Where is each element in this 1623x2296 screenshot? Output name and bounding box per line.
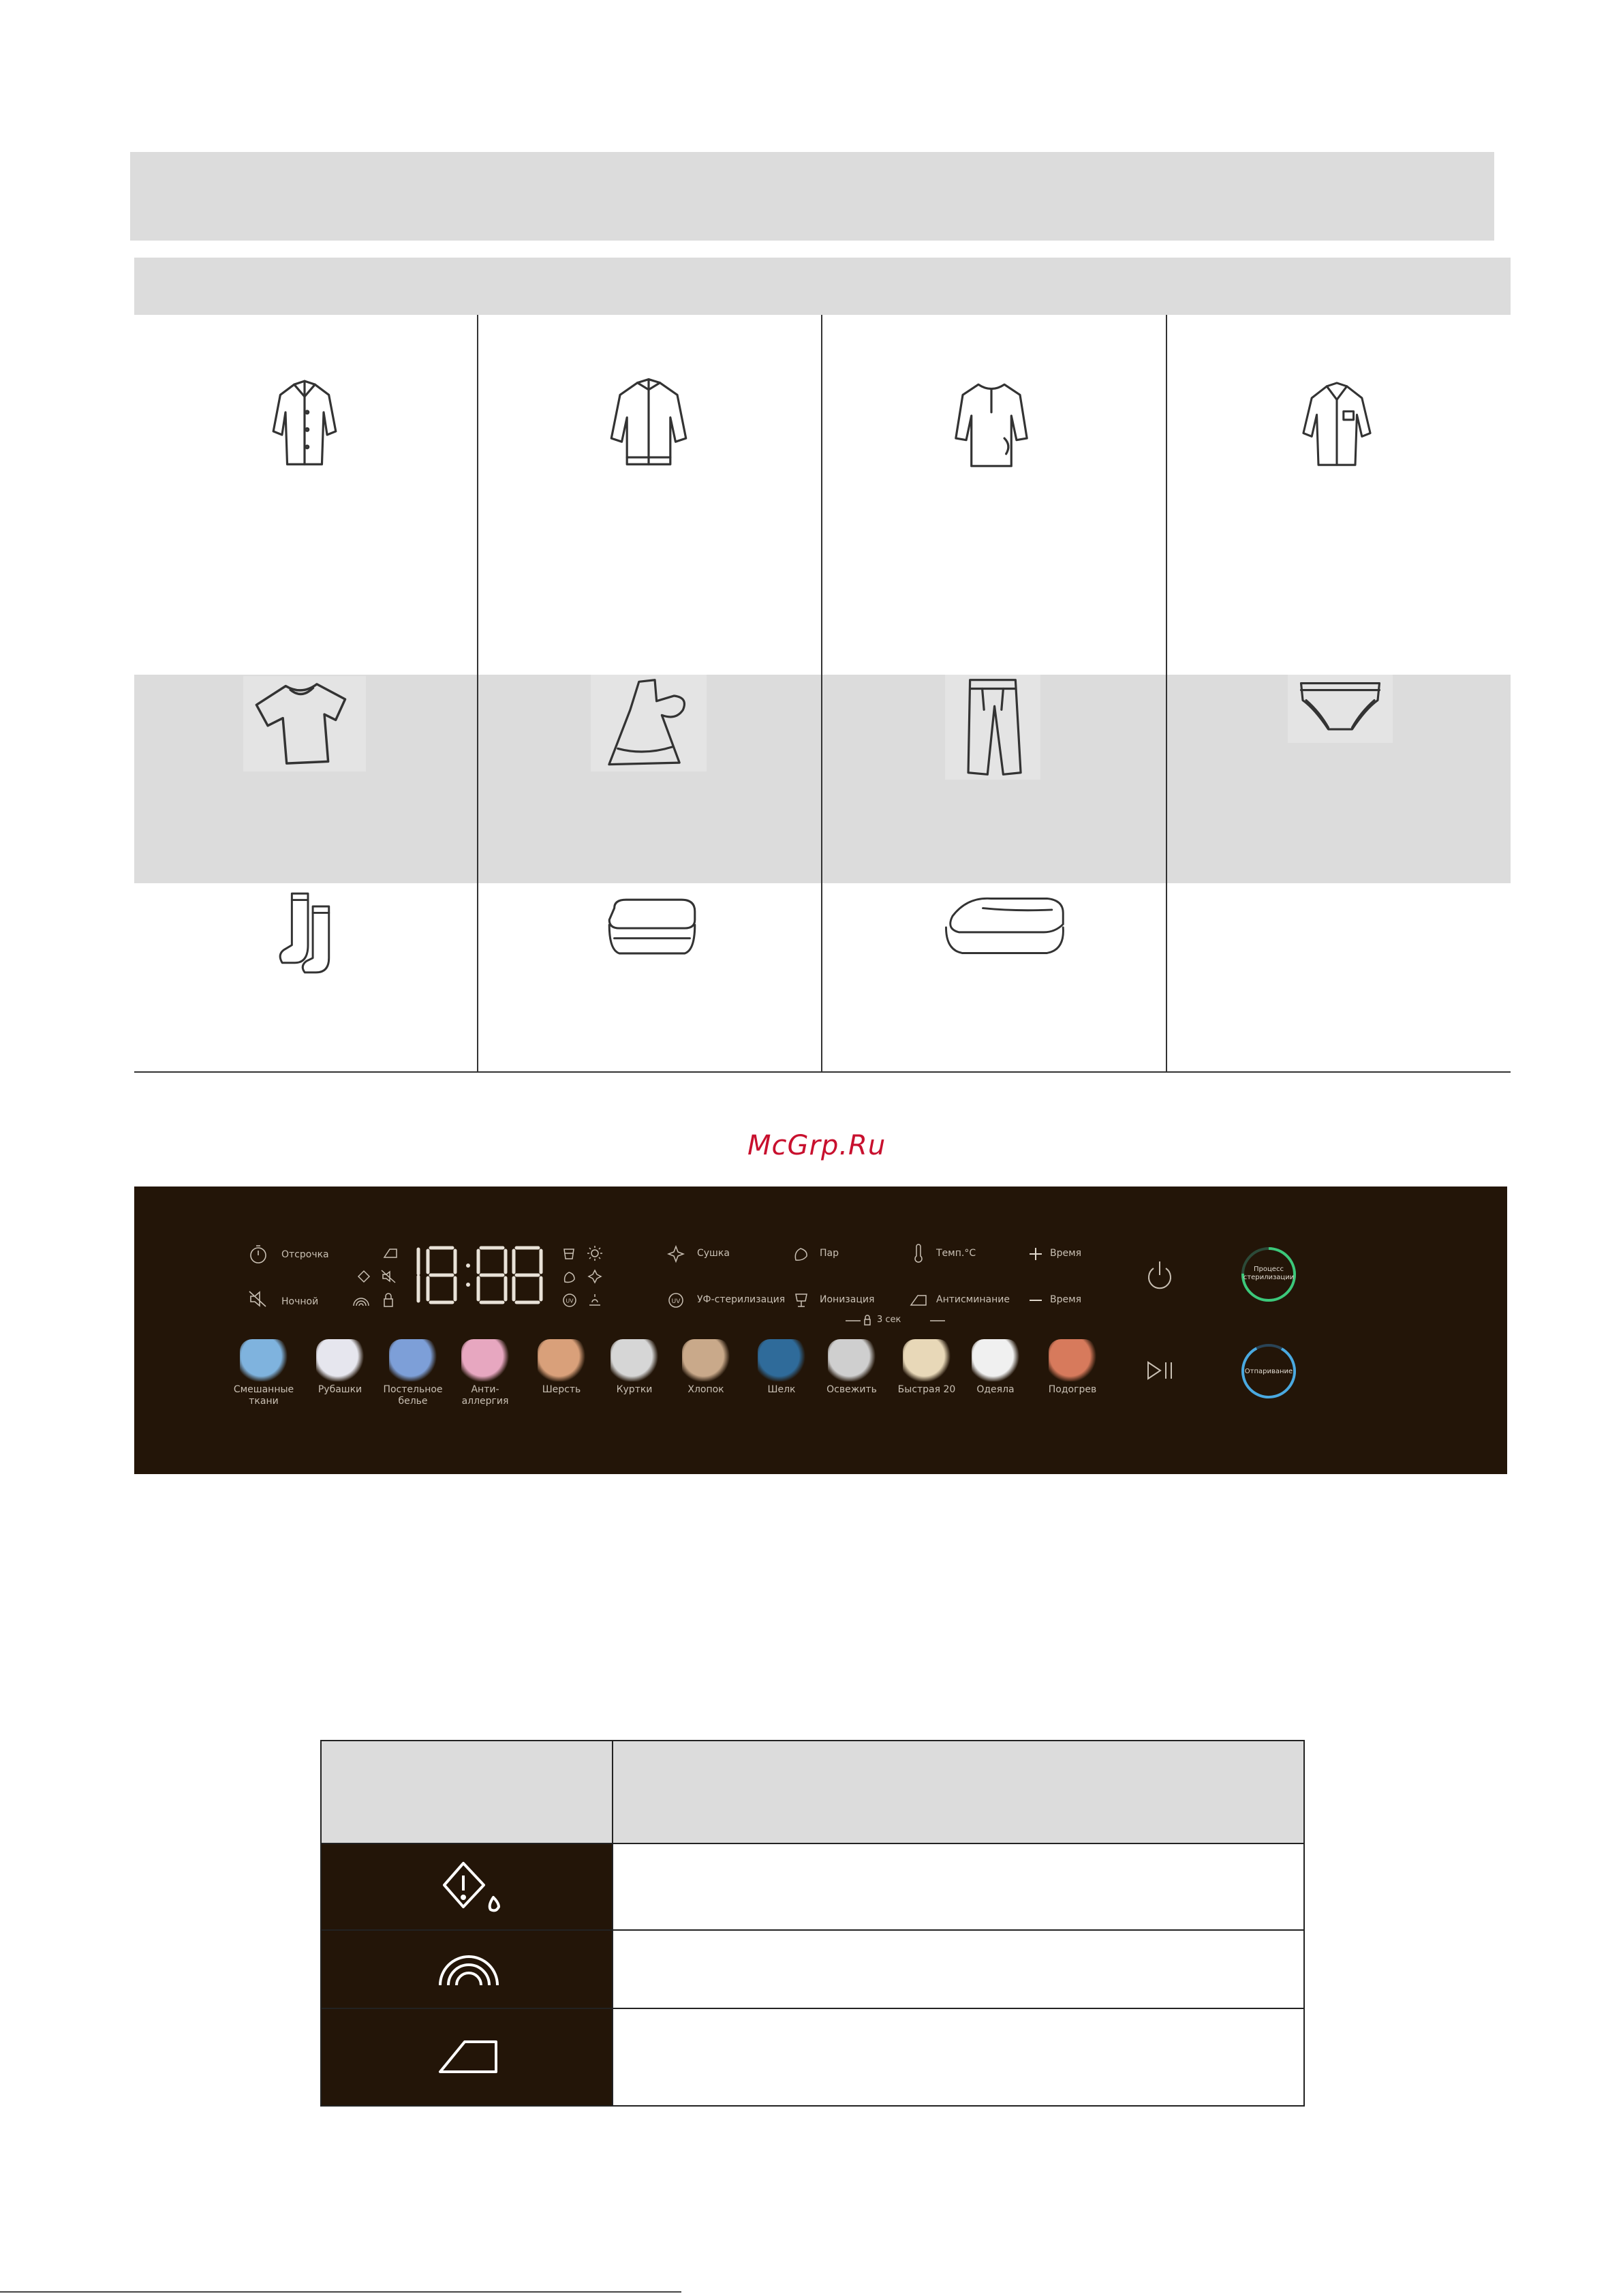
legend-icon-cell (322, 1844, 612, 1929)
trousers-icon (945, 675, 1040, 780)
program-icon[interactable] (903, 1339, 950, 1381)
program-label: Хлопок (687, 1384, 724, 1395)
program-icon[interactable] (461, 1339, 509, 1381)
night-label: Ночной (281, 1296, 319, 1307)
jacket-icon (598, 378, 700, 473)
program-icon[interactable] (389, 1339, 437, 1381)
program-label: Постельное белье (383, 1384, 443, 1407)
drying-label: Сушка (697, 1248, 730, 1259)
program-icon[interactable] (972, 1339, 1019, 1381)
water-warning-icon (436, 1856, 504, 1918)
legend-text-cell (613, 1931, 1303, 2008)
program-label: Куртки (616, 1384, 653, 1395)
program-label: Смешанные ткани (233, 1384, 294, 1407)
start-pause-button[interactable] (1145, 1360, 1175, 1381)
steaming-ring-label: Отпаривание (1244, 1368, 1293, 1375)
tshirt-icon (243, 676, 366, 771)
shirt-icon (260, 378, 349, 473)
header-band (130, 152, 1494, 241)
program-icon[interactable] (682, 1339, 730, 1381)
grid-divider (1166, 315, 1167, 1073)
legend-header-left (322, 1741, 612, 1843)
anticrease-label: Антисминание (936, 1294, 1010, 1305)
watermark: McGrp.Ru (747, 1130, 886, 1161)
grid-divider (821, 315, 822, 1073)
program-label: Освежить (826, 1384, 877, 1395)
legend-text-cell (613, 2009, 1303, 2105)
grid-bottom-rule (134, 1071, 1511, 1073)
sweater-icon (944, 378, 1039, 473)
steam-label: Пар (820, 1248, 839, 1259)
legend-table (320, 1740, 1305, 2107)
temperature-label: Темп.°C (936, 1248, 976, 1259)
program-icon[interactable] (828, 1339, 876, 1381)
program-label: Быстрая 20 (897, 1384, 956, 1395)
socks-icon (274, 889, 342, 977)
program-icon[interactable] (316, 1339, 364, 1381)
underwear-icon (1288, 675, 1393, 743)
sterilization-ring-label: Процесс стерилизации (1243, 1266, 1295, 1281)
svg-text:UV: UV (566, 1298, 574, 1304)
rainbow-icon (436, 1948, 501, 1989)
dress-icon (591, 675, 707, 771)
program-label: Одеяла (976, 1384, 1015, 1395)
control-panel (134, 1187, 1507, 1474)
subheader-band (134, 258, 1511, 315)
program-label: Рубашки (318, 1384, 362, 1395)
program-icon[interactable] (240, 1339, 288, 1381)
power-button[interactable] (1144, 1259, 1175, 1293)
folded-blanket-icon (598, 894, 707, 962)
legend-text-cell (613, 1844, 1303, 1929)
grid-divider (477, 315, 478, 1073)
program-icon[interactable] (610, 1339, 658, 1381)
time-minus-label: Время (1050, 1294, 1082, 1305)
svg-text:UV: UV (671, 1298, 681, 1305)
legend-icon-cell (322, 1931, 612, 2008)
blouse-icon (1293, 380, 1381, 472)
footnote-rule (0, 2291, 681, 2293)
garment-grid (134, 315, 1511, 1073)
uv-sterilization-label: УФ-стерилизация (697, 1294, 786, 1305)
time-plus-label: Время (1050, 1248, 1082, 1259)
delay-label: Отсрочка (281, 1249, 329, 1260)
legend-icon-cell (322, 2009, 612, 2105)
ionization-label: Ионизация (820, 1294, 875, 1305)
program-icon[interactable] (1049, 1339, 1096, 1381)
program-label: Анти-аллергия (461, 1384, 509, 1407)
iron-icon (437, 2038, 499, 2076)
program-icon[interactable] (538, 1339, 585, 1381)
legend-header-right (613, 1741, 1303, 1843)
folded-duvet-icon (935, 891, 1071, 966)
program-label: Шерсть (542, 1384, 581, 1395)
program-label: Шелк (767, 1384, 796, 1395)
lock-duration: 3 сек (877, 1315, 901, 1325)
program-label: Подогрев (1048, 1384, 1097, 1395)
program-row (134, 1187, 1507, 1474)
program-icon[interactable] (758, 1339, 805, 1381)
